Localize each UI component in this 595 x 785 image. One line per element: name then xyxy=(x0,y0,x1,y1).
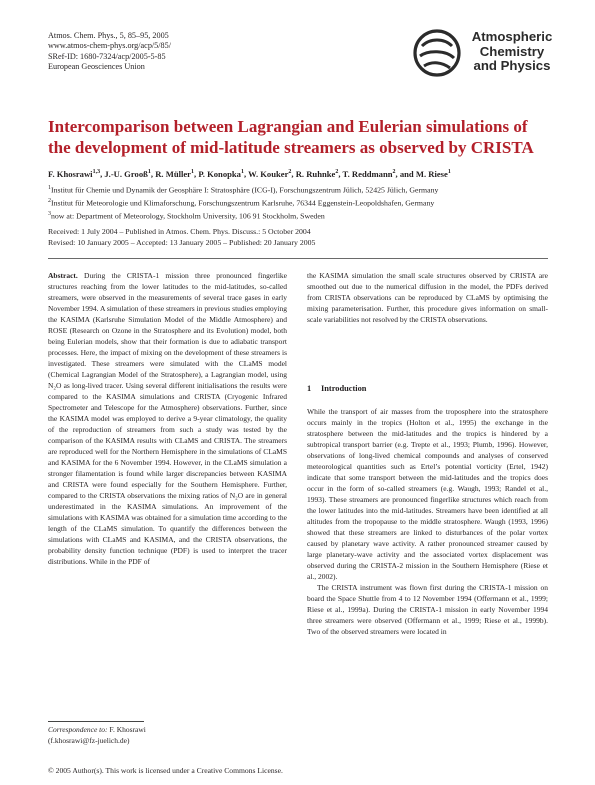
author-name: M. Riese xyxy=(415,169,448,179)
license-footer: © 2005 Author(s). This work is licensed under a Creative Commons License. xyxy=(48,766,283,775)
logo-line-1: Atmospheric xyxy=(471,29,553,44)
journal-logo xyxy=(410,26,560,84)
abstract xyxy=(48,270,287,567)
globe-icon xyxy=(412,28,462,78)
author-name: R. Müller xyxy=(155,169,192,179)
section-title: Introduction xyxy=(321,384,367,393)
correspondence-email[interactable]: (f.khosrawi@fz-juelich.de) xyxy=(48,736,130,745)
author-affil: 2 xyxy=(335,169,339,176)
affiliation-list xyxy=(48,183,558,221)
revised-line: Revised: 10 January 2005 – Accepted: 13 January 2005 – Published: 20 January 2005 xyxy=(48,238,316,248)
title-line-2: the development of mid-latitude streamers as observed by CRISTA xyxy=(48,138,534,157)
header-divider xyxy=(48,258,548,259)
logo-line-2: Chemistry xyxy=(479,43,545,59)
received-line: Received: 1 July 2004 – Published in Atmos. Chem. Phys. Discuss.: 5 October 2004 xyxy=(48,227,311,236)
correspondence-footnote xyxy=(48,724,146,746)
affiliation: $^3$now at: Department of Meteorology, Stockholm University, 106 91 Stockholm, Sweden xyxy=(48,210,325,221)
logo-wordmark xyxy=(462,30,562,74)
publication-dates xyxy=(48,226,558,248)
affiliation: $^2$Institut für Meteorologie und Klimaforschung, Forschungszentrum Karlsruhe, 76344 Eggenstein-Leopoldshafen, Germany xyxy=(48,197,435,208)
author-name: J.-U. Grooß xyxy=(104,169,148,179)
author-affil: 2 xyxy=(392,169,396,176)
affiliation: $^1$Institut für Chemie und Dynamik der Geosphäre I: Stratosphäre (ICG-I), Forschungszentrum Jülich, 52425 Jülich, Germany xyxy=(48,185,439,195)
intro-paragraph: The CRISTA instrument was flown first during the CRISTA-1 mission on board the Space Shuttle from 4 to 12 November 1994 (Offermann et al., 1999; Riese et al., 1999a). During the CRISTA-1 mission in early November 1994 three streamers were observed (Offermann et al., 1999; Riese et al., 1999b). Two of the observed streamers were located in xyxy=(307,583,548,636)
author-name: P. Konopka xyxy=(198,169,241,179)
journal-header xyxy=(48,31,171,73)
section-heading xyxy=(307,384,366,393)
abstract-text: During the CRISTA-1 mission three pronounced fingerlike structures reaching from the lower latitudes to the mid-latitudes, so-called streamers, were observed in the measurements of several trace gases in early November 1994. A simulation of these streamers in previous studies employing the KASIMA (Karlsruhe Simulation Model of the Middle Atmosphere) and ROSE (Research on Ozone in the Stratosphere and its Evolution) model, both being Eulerian models, show that their formation is due to adiabatic transport processes. Here, the impact of mixing on the development of these streamers is investigated. These streamers were simulated with the CLaMS model (Chemical Lagrangian Model of the Stratosphere), a Lagrangian model, using N₂O as long-lived tracer. Using several different initialisations the results were compared to the KASIMA simulations and CRISTA (Cryogenic Infrared Spectrometer and Telescope for the Atmosphere) observations. Further, since the KASIMA model was employed to derive a 9-year climatology, the quality of the reproduction of streamers from such a study was tested by the comparison of the KASIMA results with CLaMS and CRISTA. The streamers are reproduced well for the Northern Hemisphere in the simulations of CLaMS and KASIMA for the 6 November 1994. However, in the CLaMS simulation a stronger filamentation is found while larger discrepancies between KASIMA and CRISTA were found especially for the Southern Hemisphere. Further, compared to the CRISTA observations the mixing ratios of N₂O are in general underestimated in the KASIMA simulations. An improvement of the simulations with KASIMA was obtained for a simulation time according to the length of the CLaMS simulation. To quantify the differences between the simulations with CLaMS and KASIMA, and the CRISTA observations, the probability density function technique (PDF) is used to interpret the tracer distributions. While in the PDF of xyxy=(48,271,287,566)
journal-citation: Atmos. Chem. Phys., 5, 85–95, 2005 xyxy=(48,31,169,40)
intro-paragraph: While the transport of air masses from the troposphere into the stratosphere occurs mainly in the tropics (Holton et al., 1995) the exchange in the stratosphere between the mid-latitudes and the tropics is hindered by a subtropical transport barrier (e.g. Trepte et al., 1993; Plumb, 1996). However, observations of long-lived chemical compounds and analyses of conserved meteorological quantities such as Ertel’s potential vorticity (Ertel, 1942) indicate that some transport between the mid-latitudes and the tropics does occur in the form of so-called streamers (e.g. Waugh, 1993; Randel et al., 1993). These streamers are pronounced fingerlike structures which reach from the lower latitudes into the mid-latitudes. Streamers have been identified at all altitudes from the tropopause to the middle stratosphere. Waugh (1993, 1996) showed that these streamers are linked to disturbances of the polar vortex caused by planetary wave activity. A rather pronounced streamer caused by large planetary-wave activity and the associated vortex displacement was observed during the CRISTA-2 mission in the Southern Hemisphere (Riese et al., 2002). xyxy=(307,407,548,581)
author-affil: 1 xyxy=(147,169,151,176)
author-affil: 1 xyxy=(240,169,244,176)
author-affil: 1 xyxy=(447,169,451,176)
introduction-body xyxy=(307,406,548,637)
author-affil: 1,3 xyxy=(92,169,101,176)
author-affil: 2 xyxy=(288,169,292,176)
title-line-1: Intercomparison between Lagrangian and Eulerian simulations of xyxy=(48,117,528,136)
logo-line-3: and Physics xyxy=(473,58,551,74)
paper-title xyxy=(48,116,553,158)
author-name: T. Reddmann xyxy=(342,169,393,179)
author-affil: 1 xyxy=(191,169,195,176)
abstract-continued xyxy=(307,270,548,325)
sref-id: SRef-ID: 1680-7324/acp/2005-5-85 xyxy=(48,51,166,61)
publisher: European Geosciences Union xyxy=(48,62,145,72)
section-number: 1 xyxy=(307,384,312,393)
abstract-continuation: the KASIMA simulation the small scale structures observed by CRISTA are smoothed out due to the numerical diffusion in the model, the PDFs derived from CRISTA observations can be reproduced by CLaMS by optimising the mixing parameterisation. Further, this procedure gives information on small-scale variabilities not resolved by the CRISTA observations. xyxy=(307,271,548,324)
author-list: F. Khosrawi$^{1,3}$, J.-U. Grooß$^1$, R. Müller$^1$, P. Konopka$^1$, W. Kouker$^2$, R. Ruhnke$^2$, T. Reddmann$^2$, and M. Riese$^1$ xyxy=(48,169,451,179)
footnote-divider xyxy=(48,721,144,722)
journal-url[interactable]: www.atmos-chem-phys.org/acp/5/85/ xyxy=(48,41,172,51)
abstract-label: Abstract. xyxy=(48,271,78,280)
author-name: W. Kouker xyxy=(248,169,289,179)
author-name: R. Ruhnke xyxy=(295,169,336,179)
author-name: F. Khosrawi xyxy=(48,169,93,179)
correspondence-label: Correspondence to: xyxy=(48,725,108,734)
correspondence-name: F. Khosrawi xyxy=(109,725,146,734)
